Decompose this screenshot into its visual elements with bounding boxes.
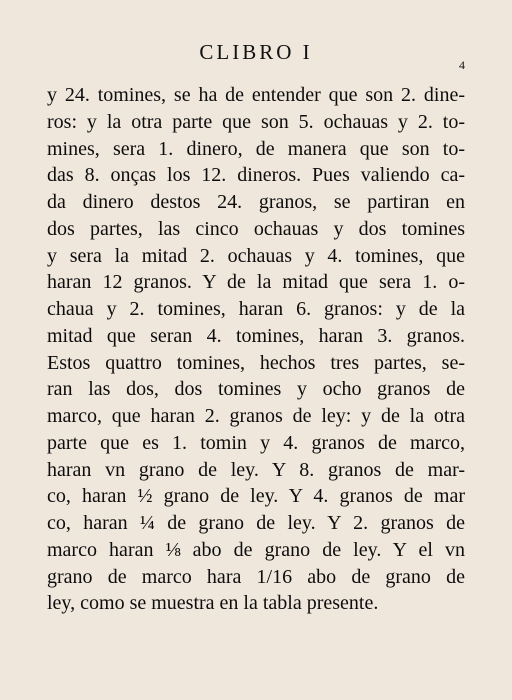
- text-line: marco, que haran 2. granos de ley: y de la otra: [47, 405, 465, 427]
- text-line: marco haran ⅛ abo de grano de ley. Y el vn: [47, 538, 465, 561]
- text-line: grano de marco hara 1/16 abo de grano de: [47, 565, 465, 588]
- text-line: dos partes, las cinco ochauas y dos tomines: [47, 217, 465, 240]
- text-line: mitad que seran 4. tomines, haran 3. granos.: [47, 324, 465, 347]
- running-head: CLIBRO I: [199, 40, 313, 64]
- text-line: ros: y la otra parte que son 5. ochauas y 2. to-: [47, 110, 465, 133]
- text-line: haran vn grano de ley. Y 8. granos de mar-: [47, 458, 465, 481]
- text-line: parte que es 1. tomin y 4. granos de marco,: [47, 431, 465, 454]
- text-line: ran las dos, dos tomines y ocho granos de: [47, 378, 465, 401]
- text-line: mines, sera 1. dinero, de manera que son to-: [47, 137, 465, 160]
- text-line: Estos quattro tomines, hechos tres partes, se-: [47, 351, 465, 374]
- corner-mark: 4: [459, 58, 465, 72]
- text-line: co, haran ½ grano de ley. Y 4. granos de mar: [47, 485, 465, 508]
- text-line: ley, como se muestra en la tabla presente.: [47, 592, 379, 615]
- text-line: y sera la mitad 2. ochauas y 4. tomines, que: [47, 244, 465, 267]
- text-line: haran 12 granos. Y de la mitad que sera 1. o-: [47, 271, 465, 294]
- body-text: [47, 82, 465, 617]
- text-line: das 8. onças los 12. dineros. Pues valiendo ca-: [47, 164, 465, 187]
- text-line: chaua y 2. tomines, haran 6. granos: y de la: [47, 298, 465, 320]
- text-line: y 24. tomines, se ha de entender que son 2. dine-: [47, 84, 465, 106]
- text-line: da dinero destos 24. granos, se partiran en: [47, 191, 465, 213]
- text-line: co, haran ¼ de grano de ley. Y 2. granos de: [47, 512, 465, 534]
